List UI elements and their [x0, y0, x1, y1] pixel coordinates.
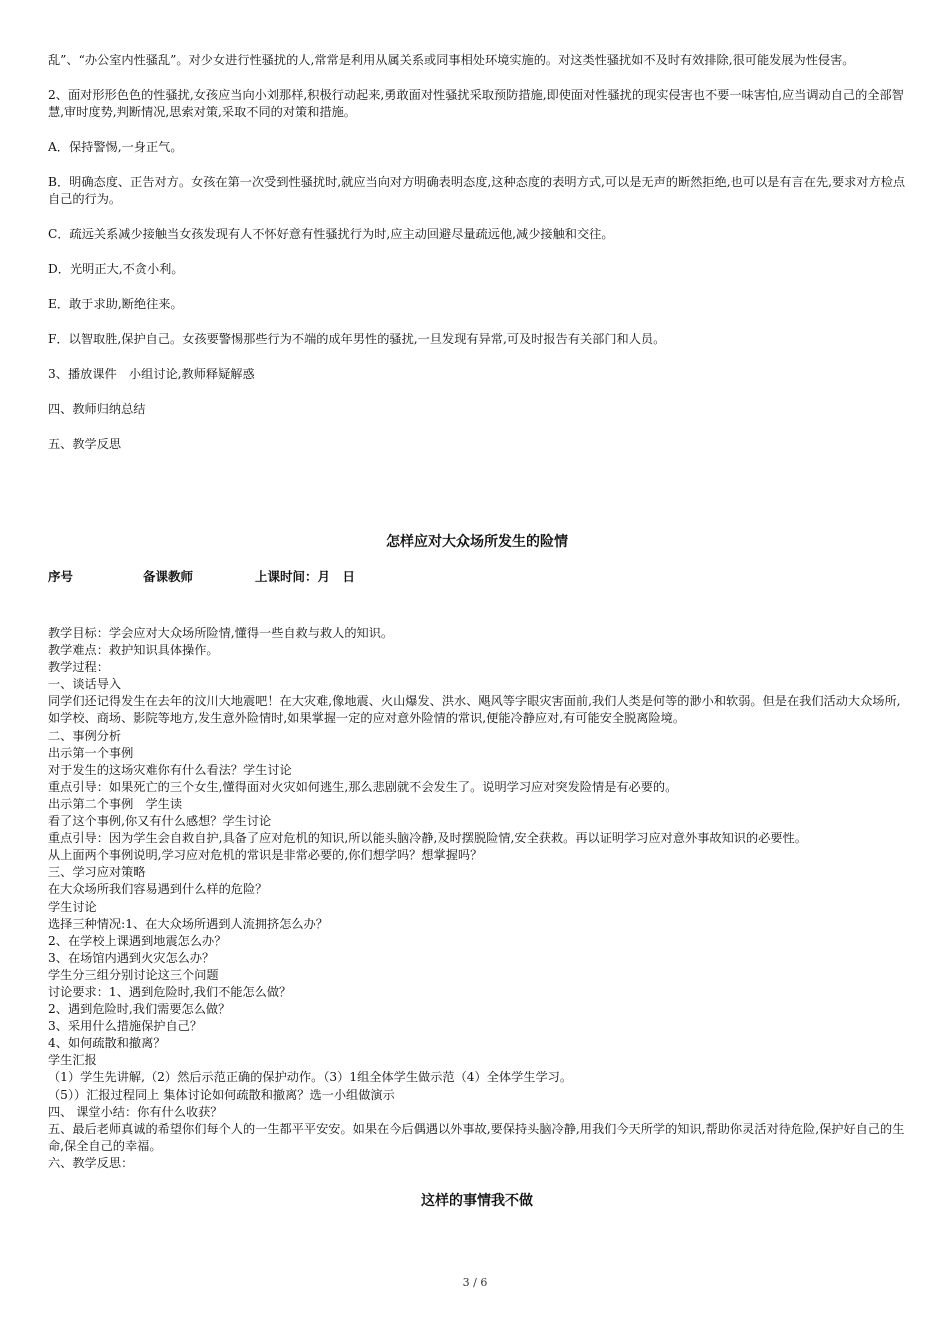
paragraph: 五、教学反思: [48, 437, 122, 451]
list-item-f: F．以智取胜,保护自己。女孩要警惕那些行为不端的成年男性的骚扰,一旦发现有异常,可及时报告有关部门和人员。: [48, 332, 666, 346]
list-item-c: C．疏远关系减少接触当女孩发现有人不怀好意有性骚扰行为时,应主动回避尽量疏远他,减少接触和交往。: [48, 227, 614, 241]
lesson-line: 2、在学校上课遇到地震怎么办？: [48, 933, 227, 948]
paragraph: 乱”、“办公室内性骚乱”。对少女进行性骚扰的人,常常是利用从属关系或同事相处环境实施的。对这类性骚扰如不及时有效排除,很可能发展为性侵害。: [48, 53, 855, 67]
lesson-line: 4、如何疏散和撤离？: [48, 1036, 166, 1051]
lesson-line: 出示第一个事例: [48, 745, 134, 760]
section-title: 怎样应对大众场所发生的险情: [386, 534, 568, 550]
lesson-line: （5））汇报过程同上 集体讨论如何疏散和撤离？选一小组做演示: [48, 1087, 395, 1102]
lesson-line: 选择三种情况:1、在大众场所遇到人流拥挤怎么办？: [48, 916, 328, 931]
paragraph: 2、面对形形色色的性骚扰,女孩应当向小刘那样,积极行动起来,勇敢面对性骚扰采取预防措施,即使面对性骚扰的现实侵害也不要一味害怕,应当调动自己的全部智慧,审时度势,判断情况,思索对策,采取不同的对策和措施。: [48, 88, 904, 119]
lesson-line: 学生讨论: [48, 899, 97, 914]
document-page: [48, 52, 906, 1226]
lesson-plan-body: [48, 625, 906, 1172]
lesson-line: 五、最后老师真诚的希望你们每个人的一生都平平安安。如果在今后偶遇以外事故,要保持头脑冷静,用我们今天所学的知识,帮助你灵活对待危险,保护好自己的生命,保全自己的幸福。: [48, 1121, 905, 1153]
lesson-line: 二、事例分析: [48, 728, 122, 743]
list-item-e: E．敢于求助,断绝往来。: [48, 297, 183, 311]
lesson-line: 学生汇报: [48, 1053, 97, 1068]
lesson-line: 重点引导：因为学生会自救自护,具备了应对危机的知识,所以能头脑冷静,及时摆脱险情,安全获救。再以证明学习应对意外事故知识的必要性。: [48, 831, 807, 846]
lesson-line: 对于发生的这场灾难你有什么看法？学生讨论: [48, 762, 292, 777]
lesson-line: 教学过程：: [48, 660, 109, 675]
lesson-line: 教学难点：救护知识具体操作。: [48, 643, 219, 658]
lesson-line: 讨论要求：1、遇到危险时,我们不能怎么做？: [48, 984, 292, 999]
intro-section: [48, 52, 906, 453]
time-label: 上课时间：月 日: [255, 569, 356, 584]
list-item-d: D．光明正大,不贪小利。: [48, 262, 184, 276]
lesson-line: （1）学生先讲解,（2）然后示范正确的保护动作。（3）1组全体学生做示范（4）全体学生学习。: [48, 1070, 573, 1085]
lesson-line: 看了这个事例,你又有什么感想？学生讨论: [48, 814, 272, 829]
paragraph: 四、教师归纳总结: [48, 402, 146, 416]
list-item-a: A．保持警惕,一身正气。: [48, 140, 183, 154]
lesson-line: 学生分三组分别讨论这三个问题: [48, 967, 219, 982]
paragraph: 3、播放课件 小组讨论,教师释疑解惑: [48, 367, 255, 381]
lesson-line: 四、 课堂小结：你有什么收获？: [48, 1104, 223, 1119]
lesson-line: 三、学习应对策略: [48, 865, 146, 880]
lesson-line: 3、在场馆内遇到火灾怎么办？: [48, 950, 215, 965]
teacher-label: 备课教师: [143, 569, 194, 584]
lesson-line: 重点引导：如果死亡的三个女生,懂得面对火灾如何逃生,那么悲剧就不会发生了。说明学习应对突发险情是有必要的。: [48, 779, 678, 794]
list-item-b: B．明确态度、正告对方。女孩在第一次受到性骚扰时,就应当向对方明确表明态度,这种态度的表明方式,可以是无声的断然拒绝,也可以是有言在先,要求对方检点自己的行为。: [48, 175, 906, 206]
lesson-line: 教学目标：学会应对大众场所险情,懂得一些自救与救人的知识。: [48, 626, 394, 640]
lesson-line: 3、采用什么措施保护自己？: [48, 1019, 203, 1034]
lesson-line: 出示第二个事例 学生读: [48, 796, 183, 811]
lesson-line: 从上面两个事例说明,学习应对危机的常识是非常必要的,你们想学吗？想掌握吗？: [48, 848, 483, 863]
number-label: 序号: [48, 569, 74, 584]
lesson-line: 2、遇到危险时,我们需要怎么做？: [48, 1002, 231, 1017]
lesson-line: 一、谈话导入: [48, 677, 122, 692]
next-section-title: 这样的事情我不做: [421, 1193, 533, 1209]
lesson-line: 在大众场所我们容易遇到什么样的危险？: [48, 882, 268, 897]
lesson-meta-row: [48, 567, 906, 585]
lesson-line: 同学们还记得发生在去年的汶川大地震吧！在大灾难,像地震、火山爆发、洪水、飓风等字眼灾害面前,我们人类是何等的渺小和软弱。但是在我们活动大众场所,如学校、商场、影院等地方,发生意外险情时,如果掌握一定的应对意外险情的常识,便能冷静应对,有可能安全脱离险境。: [48, 694, 901, 726]
page-number: 3 / 6: [462, 1276, 488, 1289]
lesson-line: 六、教学反思：: [48, 1155, 134, 1170]
